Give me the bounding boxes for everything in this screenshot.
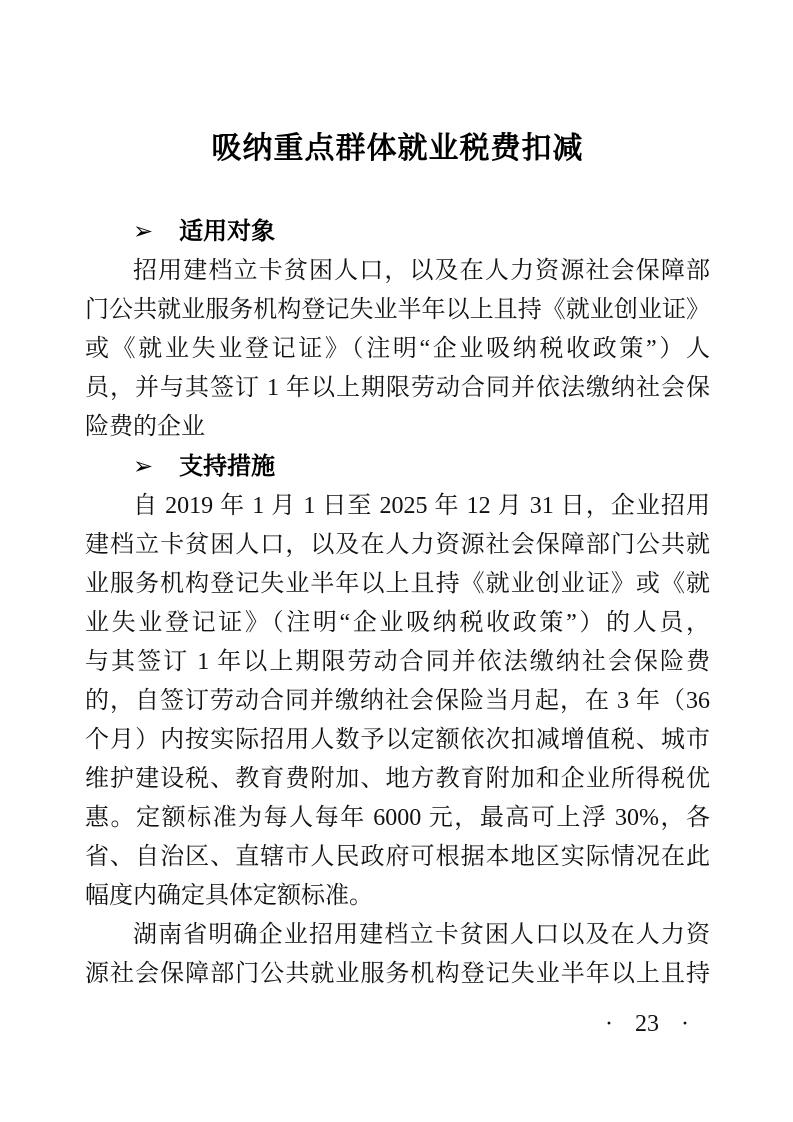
text-line: 业服务机构登记失业半年以上且持《就业创业证》或《就 xyxy=(85,571,710,597)
arrow-bullet-icon: ➢ xyxy=(133,218,154,245)
text-line: 业失业登记证》（注明“企业吸纳税收政策”）的人员， xyxy=(85,610,710,636)
text-line: 惠。定额标准为每人每年 6000 元，最高可上浮 30%，各 xyxy=(85,805,710,831)
page-content xyxy=(85,0,710,994)
text-line: 招用建档立卡贫困人口，以及在人力资源社会保障部 xyxy=(133,258,710,284)
paragraph-support-measures xyxy=(85,487,710,916)
text-line: 自 2019 年 1 月 1 日至 2025 年 12 月 31 日，企业招用 xyxy=(133,493,710,519)
paragraph-applicable-targets xyxy=(85,252,710,447)
page-number: · 23 · xyxy=(605,1011,689,1037)
page-title: 吸纳重点群体就业税费扣减 xyxy=(211,132,584,165)
text-line: 源社会保障部门公共就业服务机构登记失业半年以上且持 xyxy=(85,961,710,987)
section-heading-label: 支持措施 xyxy=(179,453,276,480)
text-line: 与其签订 1 年以上期限劳动合同并依法缴纳社会保险费 xyxy=(85,649,710,675)
text-line: 员，并与其签订 1 年以上期限劳动合同并依法缴纳社会保 xyxy=(85,375,710,401)
section-heading-applicable-targets xyxy=(85,212,710,252)
text-line: 险费的企业 xyxy=(85,414,205,440)
text-line: 个月）内按实际招用人数予以定额依次扣减增值税、城市 xyxy=(85,727,710,753)
section-heading-support-measures xyxy=(85,447,710,487)
text-line: 建档立卡贫困人口，以及在人力资源社会保障部门公共就 xyxy=(85,532,710,558)
arrow-bullet-icon: ➢ xyxy=(133,453,154,480)
text-line: 幅度内确定具体定额标准。 xyxy=(85,883,373,909)
section-heading-label: 适用对象 xyxy=(179,218,276,245)
paragraph-hunan-province xyxy=(85,916,710,994)
text-line: 门公共就业服务机构登记失业半年以上且持《就业创业证》 xyxy=(85,297,710,323)
text-line: 维护建设税、教育费附加、地方教育附加和企业所得税优 xyxy=(85,766,710,792)
text-line: 湖南省明确企业招用建档立卡贫困人口以及在人力资 xyxy=(133,922,710,948)
text-line: 或《就业失业登记证》（注明“企业吸纳税收政策”）人 xyxy=(85,336,710,362)
text-line: 省、自治区、直辖市人民政府可根据本地区实际情况在此 xyxy=(85,844,710,870)
text-line: 的，自签订劳动合同并缴纳社会保险当月起，在 3 年（36 xyxy=(85,688,710,714)
